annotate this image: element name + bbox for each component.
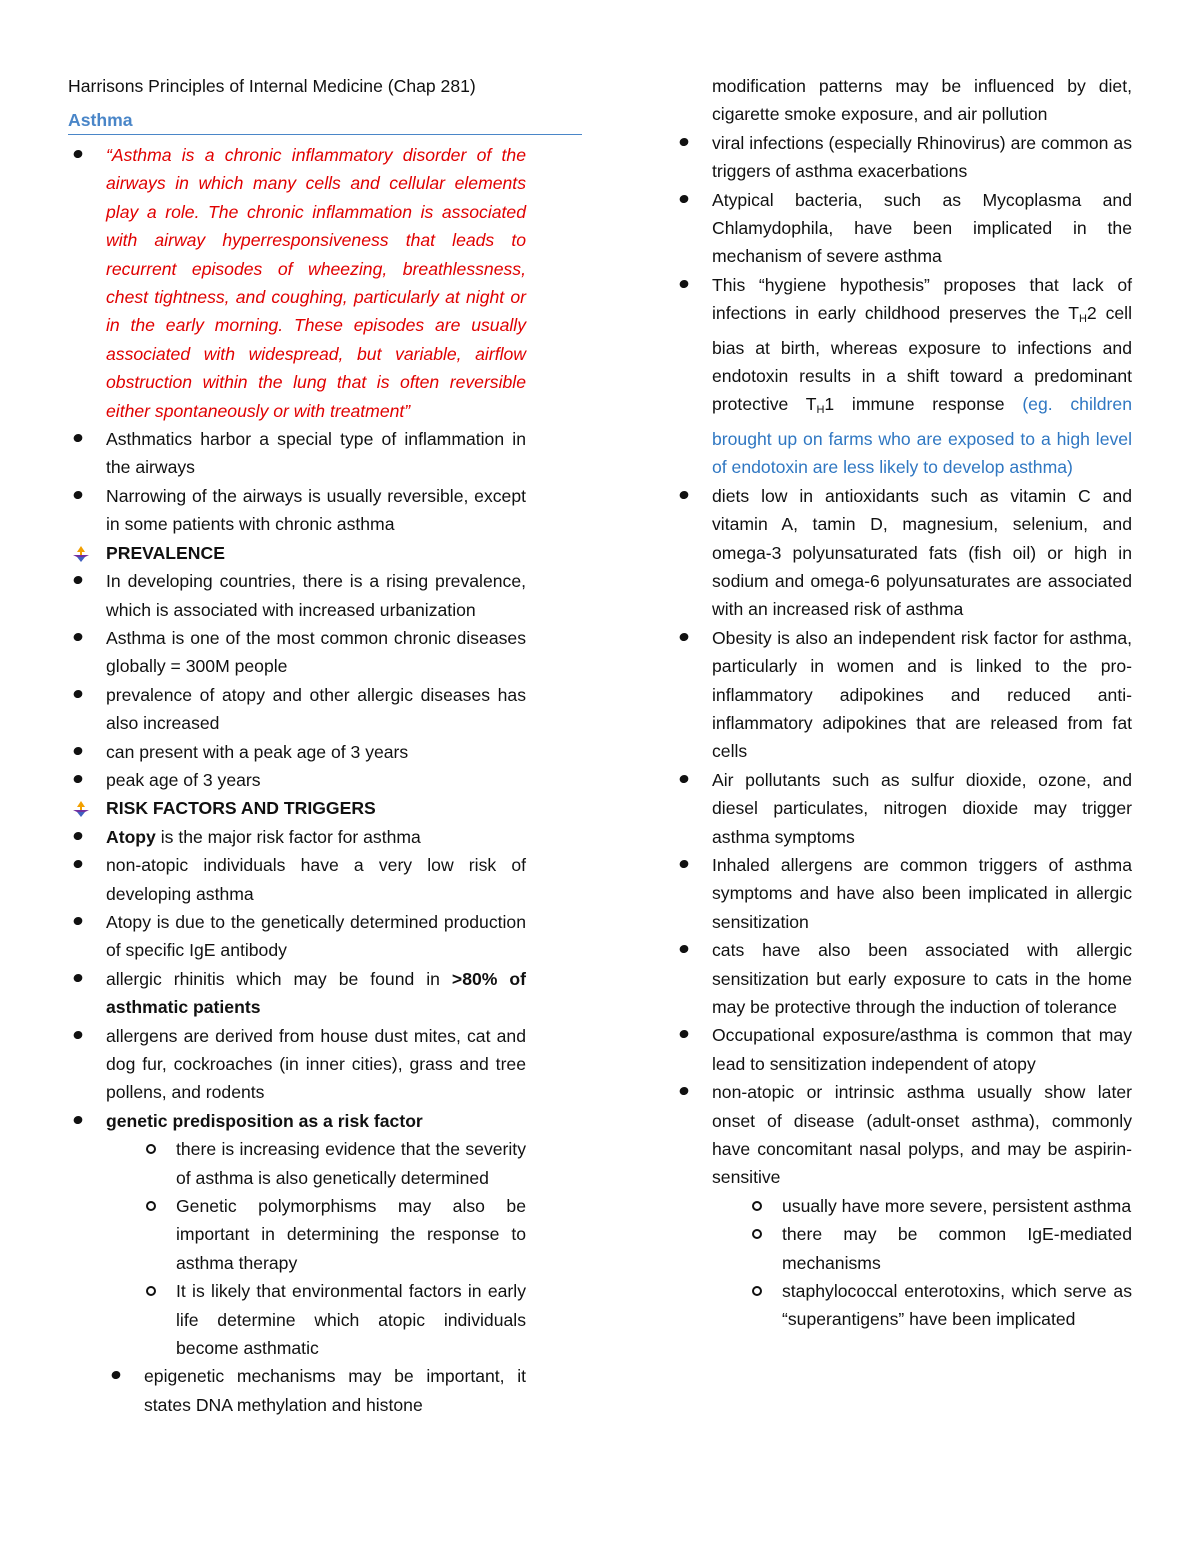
list-item: [674, 851, 1132, 936]
list-item-heading: [68, 794, 526, 822]
bullet-icon: [678, 1086, 689, 1097]
list-item-text: can present with a peak age of 3 years: [106, 741, 409, 762]
list-item: [68, 1107, 526, 1363]
list-item-text: peak age of 3 years: [106, 769, 261, 790]
list-item-text: Air pollutants such as sulfur dioxide, ozone, and diesel particulates, nitrogen dioxide may trigger asthma symptoms: [712, 769, 1132, 847]
sub-list-item: [712, 1220, 1132, 1277]
list-item-text: usually have more severe, persistent asthma: [782, 1195, 1132, 1216]
list-item: [68, 567, 526, 624]
list-item-text: Asthma is one of the most common chronic diseases globally = 300M people: [106, 627, 526, 677]
list-item: [68, 908, 526, 965]
list-item: [68, 624, 526, 681]
bullet-icon: [678, 489, 689, 500]
list-item-text: Narrowing of the airways is usually reversible, except in some patients with chronic asthma: [106, 485, 526, 535]
list-item-text: Occupational exposure/asthma is common that may lead to sensitization independent of atopy: [712, 1025, 1132, 1074]
list-item: [68, 766, 526, 794]
list-item-text: epigenetic mechanisms may be important, it states DNA methylation and histone: [144, 1366, 526, 1415]
list-item-text: Asthmatics harbor a special type of inflammation in the airways: [106, 429, 526, 478]
sub-list: [106, 1135, 526, 1362]
list-item: [674, 1078, 1132, 1334]
bullet-icon: [72, 859, 83, 870]
bullet-icon: [72, 490, 83, 501]
arrow-bullet-icon: [72, 800, 90, 818]
list-item-text: Obesity is also an independent risk factor for asthma, particularly in women and is linked to the pro-inflammatory adipokines and reduced anti-inflammatory adipokines that are released from fat cells: [712, 627, 1132, 762]
list-item: [674, 936, 1132, 1021]
list-item-text: In developing countries, there is a rising prevalence, which is associated with increased urbanization: [106, 571, 526, 620]
list-item: [68, 823, 526, 851]
list-item: [68, 425, 526, 482]
circle-bullet-icon: [146, 1201, 156, 1211]
bullet-icon: [678, 631, 689, 642]
bullet-icon: [72, 1029, 83, 1040]
subscript: H: [1078, 313, 1087, 326]
list-item: [68, 681, 526, 738]
bullet-icon: [72, 1115, 83, 1126]
sub-list-item: [712, 1277, 1132, 1334]
left-bullet-list: [68, 141, 526, 1419]
bold-term: Atopy: [106, 826, 156, 847]
sub-list-item: [106, 1135, 526, 1192]
list-item: [674, 129, 1132, 186]
bold-term: >80% of asthmatic patients: [106, 968, 526, 1018]
prevalence-heading: PREVALENCE: [106, 542, 225, 563]
list-item-text: prevalence of atopy and other allergic diseases has also increased: [106, 684, 526, 734]
bullet-icon: [678, 193, 689, 204]
list-item-heading: [68, 539, 526, 567]
list-item-text: diets low in antioxidants such as vitamin C and vitamin A, tamin D, magnesium, selenium, and omega-3 polyunsaturated fats (fish oil) or high in sodium and omega-6 polyunsaturates are associated with an increased risk of asthma: [712, 485, 1132, 620]
bullet-icon: [678, 279, 689, 290]
list-item-text: Genetic polymorphisms may also be important in determining the response to asthma therapy: [176, 1196, 526, 1273]
circle-bullet-icon: [752, 1201, 762, 1211]
sub-list: [712, 1192, 1132, 1334]
list-item: [68, 738, 526, 766]
list-item: [674, 186, 1132, 271]
list-item-text: 1 immune response: [824, 394, 1023, 415]
left-column: [68, 72, 526, 1419]
example-note: (eg. children brought up on farms who are exposed to a high level of endotoxin are less likely to develop asthma): [712, 394, 1132, 478]
list-item-text: there may be common IgE-mediated mechanisms: [782, 1224, 1132, 1273]
list-item-text: This “hygiene hypothesis” proposes that lack of infections in early childhood preserves the T: [712, 274, 1132, 324]
sub-list-item: [106, 1192, 526, 1277]
bullet-icon: [72, 688, 83, 699]
bullet-icon: [110, 1370, 121, 1381]
circle-bullet-icon: [752, 1286, 762, 1296]
list-item: [68, 482, 526, 539]
list-item-text: 2 cell bias at birth, whereas exposure to infections and endotoxin results in a shift toward a predominant protective T: [712, 303, 1132, 415]
bullet-icon: [72, 973, 83, 984]
list-item-text: It is likely that environmental factors in early life determine which atopic individuals become asthmatic: [176, 1281, 526, 1359]
arrow-bullet-icon: [72, 545, 90, 563]
circle-bullet-icon: [146, 1286, 156, 1296]
bullet-icon: [678, 773, 689, 784]
list-item-text: Atopy is due to the genetically determined production of specific IgE antibody: [106, 911, 526, 961]
bullet-icon: [72, 916, 83, 927]
list-item: [106, 1362, 526, 1419]
list-item: [674, 624, 1132, 766]
risk-factors-heading: RISK FACTORS AND TRIGGERS: [106, 798, 376, 819]
list-item-text: there is increasing evidence that the severity of asthma is also genetically determined: [176, 1139, 526, 1188]
bullet-icon: [72, 433, 83, 444]
subscript: H: [816, 404, 825, 417]
bullet-icon: [72, 774, 83, 785]
section-heading-asthma: Asthma: [68, 106, 582, 135]
list-item-text: is the major risk factor for asthma: [155, 826, 421, 847]
document-title: Harrisons Principles of Internal Medicine (Chap 281): [68, 76, 476, 96]
bullet-icon: [678, 944, 689, 955]
list-item-text: staphylococcal enterotoxins, which serve as “superantigens” have been implicated: [782, 1281, 1132, 1330]
bullet-icon: [678, 859, 689, 870]
right-column: [674, 72, 1132, 1334]
list-item: [68, 851, 526, 908]
bullet-icon: [678, 1029, 689, 1040]
list-item-text: non-atopic individuals have a very low risk of developing asthma: [106, 855, 526, 904]
list-item-text: viral infections (especially Rhinovirus) are common as triggers of asthma exacerbations: [712, 132, 1132, 182]
bullet-icon: [72, 632, 83, 643]
list-item: [68, 141, 526, 425]
list-item: [674, 482, 1132, 624]
list-item-text: Inhaled allergens are common triggers of asthma symptoms and have also been implicated in allergic sensitization: [712, 854, 1132, 932]
list-item-text: non-atopic or intrinsic asthma usually show later onset of disease (adult-onset asthma), commonly have concomitant nasal polyps, and may be aspirin-sensitive: [712, 1082, 1132, 1188]
circle-bullet-icon: [752, 1229, 762, 1239]
list-item-text: allergens are derived from house dust mites, cat and dog fur, cockroaches (in inner cities), grass and tree pollens, and rodents: [106, 1025, 526, 1103]
list-item-continuation: [674, 72, 1132, 129]
sub-list-item: [106, 1277, 526, 1362]
list-item-text: Atypical bacteria, such as Mycoplasma and Chlamydophila, have been implicated in the mechanism of severe asthma: [712, 189, 1132, 267]
list-item: [674, 766, 1132, 851]
bullet-icon: [678, 137, 689, 148]
list-item-text: modification patterns may be influenced by diet, cigarette smoke exposure, and air pollution: [712, 76, 1132, 125]
bullet-icon: [72, 830, 83, 841]
list-item: [674, 271, 1132, 482]
list-item: [674, 1021, 1132, 1078]
list-item: [68, 965, 526, 1022]
bullet-icon: [72, 149, 83, 160]
right-bullet-list: [674, 72, 1132, 1334]
list-item-text: allergic rhinitis which may be found in: [106, 968, 452, 989]
bold-term: genetic predisposition as a risk factor: [106, 1110, 423, 1131]
list-item: [68, 1022, 526, 1107]
sub-list-item: [712, 1192, 1132, 1220]
definition-quote: “Asthma is a chronic inflammatory disorder of the airways in which many cells and cellular elements play a role. The chronic inflammation is associated with airway hyperresponsiveness that leads to recurrent episodes of wheezing, breathlessness, chest tightness, and coughing, particularly at night or in the early morning. These episodes are usually associated with widespread, but variable, airflow obstruction within the lung that is often reversible either spontaneously or with treatment”: [106, 145, 526, 421]
circle-bullet-icon: [146, 1144, 156, 1154]
list-item-text: cats have also been associated with allergic sensitization but early exposure to cats in the home may be protective through the induction of tolerance: [712, 940, 1132, 1017]
bullet-icon: [72, 575, 83, 586]
bullet-icon: [72, 745, 83, 756]
